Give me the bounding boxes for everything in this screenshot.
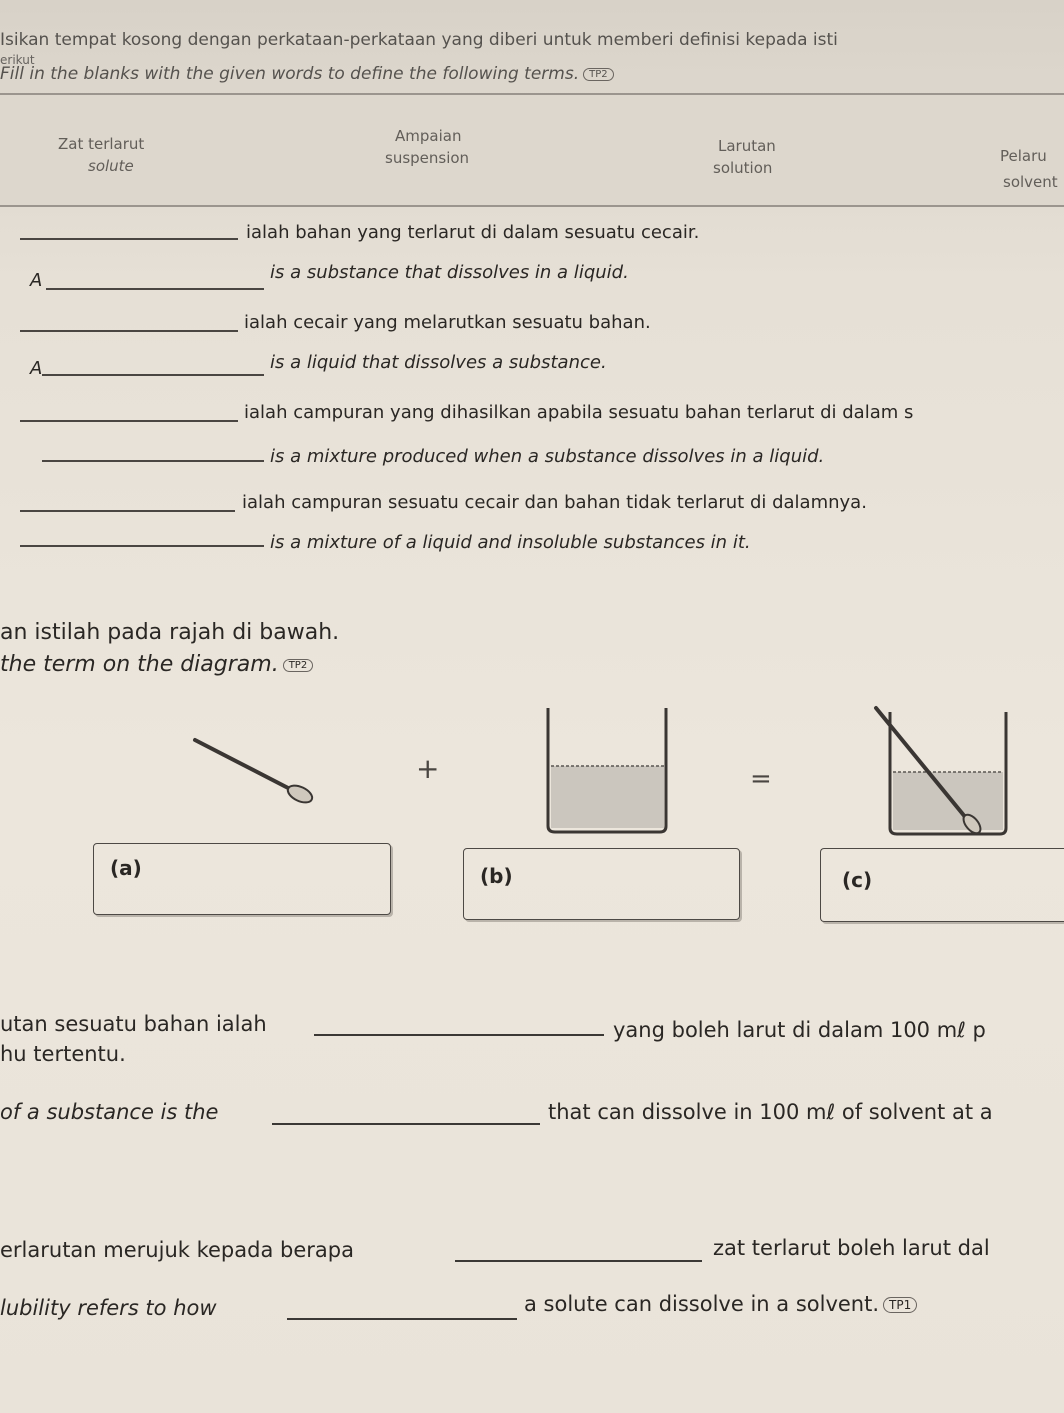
word-bank-item-ms: Pelaru: [1000, 147, 1047, 165]
definition-2-malay: ialah cecair yang melarutkan sesuatu bahan.: [244, 312, 651, 333]
answer-blank[interactable]: [42, 460, 264, 462]
answer-blank[interactable]: [42, 374, 264, 376]
section2-title-malay: an istilah pada rajah di bawah.: [0, 620, 340, 645]
answer-blank[interactable]: [455, 1260, 702, 1262]
question2-malay-end: zat terlarut boleh larut dal: [713, 1236, 990, 1260]
word-bank-item-en: solution: [713, 159, 773, 177]
answer-blank[interactable]: [314, 1034, 604, 1036]
word-bank-item-ms: Zat terlarut: [58, 135, 145, 153]
instruction-english-text: Fill in the blanks with the given words to define the following terms.: [0, 64, 580, 84]
word-bank-item-ms: Larutan: [718, 137, 776, 155]
definition-4-malay: ialah campuran sesuatu cecair dan bahan tidak terlarut di dalamnya.: [242, 492, 867, 513]
section2-title-english-text: the term on the diagram.: [0, 652, 279, 677]
definition-2-english: is a liquid that dissolves a substance.: [270, 352, 607, 373]
instruction-malay: Isikan tempat kosong dengan perkataan-perkataan yang diberi untuk memberi definisi kepada isti: [0, 30, 838, 50]
question2-english-end-text: a solute can dissolve in a solvent.: [524, 1292, 880, 1316]
tp-badge: TP2: [583, 68, 614, 81]
beaker-with-stirred-solution-icon: [876, 708, 1006, 836]
word-bank: [0, 93, 1064, 207]
answer-blank[interactable]: [20, 510, 235, 512]
word-bank-item-en: solute: [88, 157, 134, 175]
question1-english-start: of a substance is the: [0, 1100, 219, 1124]
answer-blank[interactable]: [20, 238, 238, 240]
question1-malay-start: utan sesuatu bahan ialah: [0, 1012, 267, 1036]
question2-malay-start: erlarutan merujuk kepada berapa: [0, 1238, 354, 1262]
definition-3-english: is a mixture produced when a substance dissolves in a liquid.: [270, 446, 825, 467]
word-bank-item-ms: Ampaian: [395, 127, 462, 145]
word-bank-item-en: solvent: [1003, 173, 1058, 191]
label-c: (c): [842, 868, 873, 892]
instruction-english: [0, 64, 614, 84]
answer-blank[interactable]: [272, 1123, 540, 1125]
question1-malay-line2: hu tertentu.: [0, 1042, 126, 1066]
definition-4-english: is a mixture of a liquid and insoluble substances in it.: [270, 532, 751, 553]
definition-1-malay: ialah bahan yang terlarut di dalam sesuatu cecair.: [246, 222, 700, 243]
definition-1-english: is a substance that dissolves in a liquid.: [270, 262, 629, 283]
question1-malay-end: yang boleh larut di dalam 100 mℓ p: [613, 1018, 986, 1042]
spatula-icon: [195, 740, 315, 806]
answer-blank[interactable]: [287, 1318, 517, 1320]
definition-1-prefix: A: [30, 270, 43, 291]
answer-blank[interactable]: [20, 545, 264, 547]
question1-english-end: that can dissolve in 100 mℓ of solvent at a: [548, 1100, 993, 1124]
tp-badge: TP2: [283, 659, 314, 672]
answer-blank[interactable]: [20, 330, 238, 332]
label-b: (b): [480, 864, 513, 888]
question2-english-end: [524, 1292, 917, 1316]
definition-2-prefix: A: [30, 358, 43, 379]
answer-blank[interactable]: [20, 420, 238, 422]
beaker-with-liquid-icon: [548, 708, 666, 832]
tp-badge: TP1: [883, 1297, 917, 1313]
answer-blank[interactable]: [46, 288, 264, 290]
plus-sign: +: [416, 752, 440, 785]
question2-english-start: lubility refers to how: [0, 1296, 217, 1320]
instruction-malay-continued: erikut: [0, 53, 35, 67]
equals-sign: =: [750, 764, 772, 794]
definition-3-malay: ialah campuran yang dihasilkan apabila sesuatu bahan terlarut di dalam s: [244, 402, 914, 423]
dissolving-diagram: [0, 690, 1064, 850]
label-a: (a): [110, 856, 142, 880]
section2-title-english: [0, 652, 313, 677]
word-bank-item-en: suspension: [385, 149, 470, 167]
